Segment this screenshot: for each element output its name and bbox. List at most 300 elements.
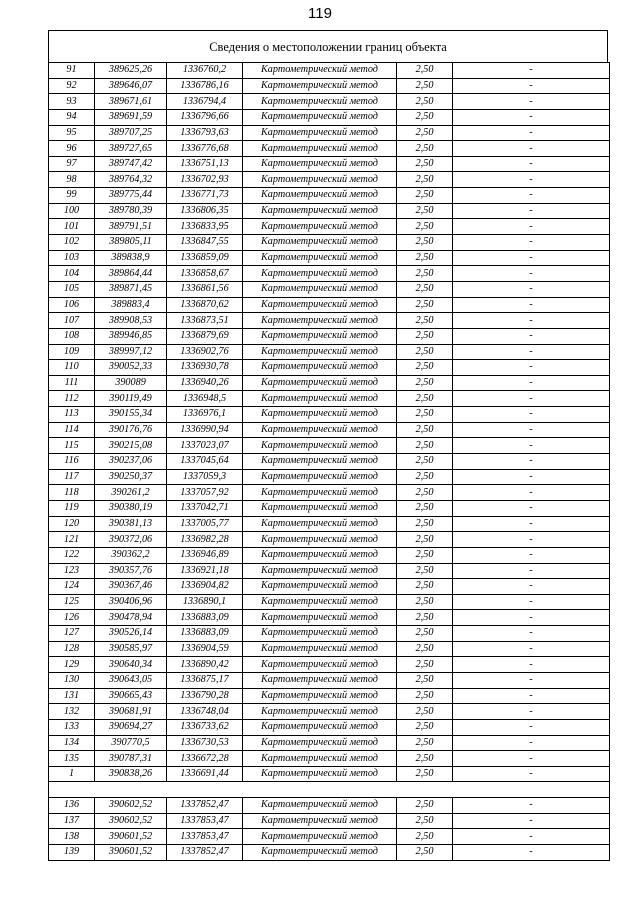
y-coordinate-cell: 1336990,94 <box>167 422 243 438</box>
table-row <box>49 532 610 548</box>
x-coordinate-cell: 390602,52 <box>95 798 167 814</box>
accuracy-cell: 2,50 <box>397 375 453 391</box>
x-coordinate-cell: 389791,51 <box>95 219 167 235</box>
point-number-cell: 136 <box>49 798 95 814</box>
y-coordinate-cell: 1336879,69 <box>167 328 243 344</box>
table-row <box>49 469 610 485</box>
description-cell: - <box>453 672 610 688</box>
y-coordinate-cell: 1337057,92 <box>167 485 243 501</box>
determination-method-cell: Картометрический метод <box>243 391 397 407</box>
determination-method-cell: Картометрический метод <box>243 313 397 329</box>
table-row <box>49 219 610 235</box>
x-coordinate-cell: 389997,12 <box>95 344 167 360</box>
point-number-cell: 114 <box>49 422 95 438</box>
accuracy-cell: 2,50 <box>397 829 453 845</box>
table-row <box>49 516 610 532</box>
determination-method-cell: Картометрический метод <box>243 735 397 751</box>
accuracy-cell: 2,50 <box>397 219 453 235</box>
point-number-cell: 135 <box>49 751 95 767</box>
x-coordinate-cell: 390155,34 <box>95 407 167 423</box>
accuracy-cell: 2,50 <box>397 203 453 219</box>
determination-method-cell: Картометрический метод <box>243 751 397 767</box>
determination-method-cell: Картометрический метод <box>243 547 397 563</box>
description-cell: - <box>453 188 610 204</box>
table-row <box>49 203 610 219</box>
table-row <box>49 235 610 251</box>
table-row <box>49 485 610 501</box>
accuracy-cell: 2,50 <box>397 657 453 673</box>
table-row <box>49 704 610 720</box>
table-row <box>49 407 610 423</box>
y-coordinate-cell: 1336760,2 <box>167 63 243 79</box>
y-coordinate-cell: 1337853,47 <box>167 813 243 829</box>
x-coordinate-cell: 389764,32 <box>95 172 167 188</box>
accuracy-cell: 2,50 <box>397 688 453 704</box>
x-coordinate-cell: 389871,45 <box>95 281 167 297</box>
y-coordinate-cell: 1336875,17 <box>167 672 243 688</box>
y-coordinate-cell: 1336672,28 <box>167 751 243 767</box>
determination-method-cell: Картометрический метод <box>243 626 397 642</box>
determination-method-cell: Картометрический метод <box>243 375 397 391</box>
determination-method-cell: Картометрический метод <box>243 235 397 251</box>
table-row <box>49 250 610 266</box>
point-number-cell: 121 <box>49 532 95 548</box>
x-coordinate-cell: 389775,44 <box>95 188 167 204</box>
table-row <box>49 672 610 688</box>
y-coordinate-cell: 1336847,55 <box>167 235 243 251</box>
determination-method-cell: Картометрический метод <box>243 845 397 861</box>
point-number-cell: 105 <box>49 281 95 297</box>
determination-method-cell: Картометрический метод <box>243 532 397 548</box>
point-number-cell: 119 <box>49 500 95 516</box>
accuracy-cell: 2,50 <box>397 188 453 204</box>
description-cell: - <box>453 829 610 845</box>
table-row <box>49 657 610 673</box>
x-coordinate-cell: 390526,14 <box>95 626 167 642</box>
determination-method-cell: Картометрический метод <box>243 469 397 485</box>
accuracy-cell: 2,50 <box>397 422 453 438</box>
x-coordinate-cell: 390215,08 <box>95 438 167 454</box>
x-coordinate-cell: 390787,31 <box>95 751 167 767</box>
point-number-cell: 97 <box>49 156 95 172</box>
y-coordinate-cell: 1336948,5 <box>167 391 243 407</box>
x-coordinate-cell: 390643,05 <box>95 672 167 688</box>
table-row <box>49 125 610 141</box>
table-row <box>49 344 610 360</box>
accuracy-cell: 2,50 <box>397 798 453 814</box>
point-number-cell: 122 <box>49 547 95 563</box>
description-cell: - <box>453 657 610 673</box>
table-title: Сведения о местоположении границ объекта <box>48 30 608 62</box>
determination-method-cell: Картометрический метод <box>243 422 397 438</box>
description-cell: - <box>453 469 610 485</box>
y-coordinate-cell: 1336793,63 <box>167 125 243 141</box>
description-cell: - <box>453 500 610 516</box>
x-coordinate-cell: 390367,46 <box>95 579 167 595</box>
x-coordinate-cell: 390406,96 <box>95 594 167 610</box>
determination-method-cell: Картометрический метод <box>243 594 397 610</box>
x-coordinate-cell: 389908,53 <box>95 313 167 329</box>
table-row <box>49 641 610 657</box>
description-cell: - <box>453 516 610 532</box>
description-cell: - <box>453 219 610 235</box>
point-number-cell: 128 <box>49 641 95 657</box>
accuracy-cell: 2,50 <box>397 626 453 642</box>
x-coordinate-cell: 390362,2 <box>95 547 167 563</box>
boundary-coordinates-table <box>48 62 610 861</box>
description-cell: - <box>453 532 610 548</box>
point-number-cell: 107 <box>49 313 95 329</box>
determination-method-cell: Картометрический метод <box>243 485 397 501</box>
accuracy-cell: 2,50 <box>397 454 453 470</box>
y-coordinate-cell: 1337045,64 <box>167 454 243 470</box>
description-cell: - <box>453 594 610 610</box>
x-coordinate-cell: 390052,33 <box>95 360 167 376</box>
y-coordinate-cell: 1336904,59 <box>167 641 243 657</box>
accuracy-cell: 2,50 <box>397 563 453 579</box>
x-coordinate-cell: 389838,9 <box>95 250 167 266</box>
table-row <box>49 719 610 735</box>
y-coordinate-cell: 1337059,3 <box>167 469 243 485</box>
description-cell: - <box>453 610 610 626</box>
y-coordinate-cell: 1337852,47 <box>167 845 243 861</box>
x-coordinate-cell: 390119,49 <box>95 391 167 407</box>
determination-method-cell: Картометрический метод <box>243 250 397 266</box>
y-coordinate-cell: 1336976,1 <box>167 407 243 423</box>
accuracy-cell: 2,50 <box>397 579 453 595</box>
description-cell: - <box>453 688 610 704</box>
point-number-cell: 125 <box>49 594 95 610</box>
determination-method-cell: Картометрический метод <box>243 407 397 423</box>
description-cell: - <box>453 266 610 282</box>
table-row <box>49 500 610 516</box>
description-cell: - <box>453 63 610 79</box>
point-number-cell: 116 <box>49 454 95 470</box>
description-cell: - <box>453 626 610 642</box>
table-row <box>49 266 610 282</box>
description-cell: - <box>453 281 610 297</box>
determination-method-cell: Картометрический метод <box>243 109 397 125</box>
point-number-cell: 104 <box>49 266 95 282</box>
y-coordinate-cell: 1336940,26 <box>167 375 243 391</box>
point-number-cell: 91 <box>49 63 95 79</box>
accuracy-cell: 2,50 <box>397 516 453 532</box>
determination-method-cell: Картометрический метод <box>243 328 397 344</box>
table-row <box>49 438 610 454</box>
y-coordinate-cell: 1336883,09 <box>167 610 243 626</box>
y-coordinate-cell: 1336733,62 <box>167 719 243 735</box>
determination-method-cell: Картометрический метод <box>243 766 397 782</box>
y-coordinate-cell: 1336883,09 <box>167 626 243 642</box>
y-coordinate-cell: 1336902,76 <box>167 344 243 360</box>
determination-method-cell: Картометрический метод <box>243 281 397 297</box>
description-cell: - <box>453 375 610 391</box>
point-number-cell: 139 <box>49 845 95 861</box>
determination-method-cell: Картометрический метод <box>243 188 397 204</box>
description-cell: - <box>453 297 610 313</box>
accuracy-cell: 2,50 <box>397 391 453 407</box>
accuracy-cell: 2,50 <box>397 751 453 767</box>
y-coordinate-cell: 1336873,51 <box>167 313 243 329</box>
determination-method-cell: Картометрический метод <box>243 500 397 516</box>
point-number-cell: 130 <box>49 672 95 688</box>
determination-method-cell: Картометрический метод <box>243 829 397 845</box>
determination-method-cell: Картометрический метод <box>243 78 397 94</box>
accuracy-cell: 2,50 <box>397 94 453 110</box>
accuracy-cell: 2,50 <box>397 766 453 782</box>
description-cell: - <box>453 422 610 438</box>
determination-method-cell: Картометрический метод <box>243 266 397 282</box>
description-cell: - <box>453 438 610 454</box>
description-cell: - <box>453 344 610 360</box>
table-row <box>49 579 610 595</box>
table-row <box>49 360 610 376</box>
accuracy-cell: 2,50 <box>397 813 453 829</box>
y-coordinate-cell: 1336796,66 <box>167 109 243 125</box>
description-cell: - <box>453 407 610 423</box>
determination-method-cell: Картометрический метод <box>243 704 397 720</box>
table-row <box>49 94 610 110</box>
x-coordinate-cell: 389883,4 <box>95 297 167 313</box>
point-number-cell: 99 <box>49 188 95 204</box>
point-number-cell: 117 <box>49 469 95 485</box>
determination-method-cell: Картометрический метод <box>243 672 397 688</box>
point-number-cell: 109 <box>49 344 95 360</box>
y-coordinate-cell: 1336833,95 <box>167 219 243 235</box>
determination-method-cell: Картометрический метод <box>243 297 397 313</box>
y-coordinate-cell: 1337042,71 <box>167 500 243 516</box>
description-cell: - <box>453 156 610 172</box>
x-coordinate-cell: 390694,27 <box>95 719 167 735</box>
description-cell: - <box>453 766 610 782</box>
x-coordinate-cell: 390372,06 <box>95 532 167 548</box>
point-number-cell: 96 <box>49 141 95 157</box>
table-row <box>49 688 610 704</box>
table-row <box>49 594 610 610</box>
determination-method-cell: Картометрический метод <box>243 203 397 219</box>
determination-method-cell: Картометрический метод <box>243 579 397 595</box>
x-coordinate-cell: 390380,19 <box>95 500 167 516</box>
point-number-cell: 100 <box>49 203 95 219</box>
accuracy-cell: 2,50 <box>397 641 453 657</box>
accuracy-cell: 2,50 <box>397 344 453 360</box>
description-cell: - <box>453 579 610 595</box>
y-coordinate-cell: 1337853,47 <box>167 829 243 845</box>
x-coordinate-cell: 390602,52 <box>95 813 167 829</box>
determination-method-cell: Картометрический метод <box>243 172 397 188</box>
x-coordinate-cell: 390237,06 <box>95 454 167 470</box>
accuracy-cell: 2,50 <box>397 235 453 251</box>
accuracy-cell: 2,50 <box>397 266 453 282</box>
accuracy-cell: 2,50 <box>397 63 453 79</box>
accuracy-cell: 2,50 <box>397 407 453 423</box>
point-number-cell: 134 <box>49 735 95 751</box>
table-row <box>49 798 610 814</box>
point-number-cell: 98 <box>49 172 95 188</box>
x-coordinate-cell: 390681,91 <box>95 704 167 720</box>
point-number-cell: 93 <box>49 94 95 110</box>
point-number-cell: 106 <box>49 297 95 313</box>
accuracy-cell: 2,50 <box>397 78 453 94</box>
point-number-cell: 108 <box>49 328 95 344</box>
description-cell: - <box>453 391 610 407</box>
y-coordinate-cell: 1336748,04 <box>167 704 243 720</box>
point-number-cell: 101 <box>49 219 95 235</box>
table-row <box>49 422 610 438</box>
accuracy-cell: 2,50 <box>397 532 453 548</box>
determination-method-cell: Картометрический метод <box>243 688 397 704</box>
x-coordinate-cell: 390770,5 <box>95 735 167 751</box>
description-cell: - <box>453 172 610 188</box>
description-cell: - <box>453 313 610 329</box>
determination-method-cell: Картометрический метод <box>243 641 397 657</box>
x-coordinate-cell: 390089 <box>95 375 167 391</box>
accuracy-cell: 2,50 <box>397 610 453 626</box>
point-number-cell: 132 <box>49 704 95 720</box>
accuracy-cell: 2,50 <box>397 547 453 563</box>
point-number-cell: 118 <box>49 485 95 501</box>
point-number-cell: 131 <box>49 688 95 704</box>
x-coordinate-cell: 390357,76 <box>95 563 167 579</box>
page-number: 119 <box>308 5 332 22</box>
description-cell: - <box>453 125 610 141</box>
determination-method-cell: Картометрический метод <box>243 719 397 735</box>
table-row <box>49 626 610 642</box>
point-number-cell: 103 <box>49 250 95 266</box>
y-coordinate-cell: 1336730,53 <box>167 735 243 751</box>
determination-method-cell: Картометрический метод <box>243 141 397 157</box>
x-coordinate-cell: 389625,26 <box>95 63 167 79</box>
accuracy-cell: 2,50 <box>397 469 453 485</box>
description-cell: - <box>453 250 610 266</box>
point-number-cell: 126 <box>49 610 95 626</box>
table-row <box>49 391 610 407</box>
determination-method-cell: Картометрический метод <box>243 360 397 376</box>
determination-method-cell: Картометрический метод <box>243 610 397 626</box>
point-number-cell: 1 <box>49 766 95 782</box>
point-number-cell: 112 <box>49 391 95 407</box>
table-row <box>49 297 610 313</box>
table-row <box>49 281 610 297</box>
table-row <box>49 78 610 94</box>
description-cell: - <box>453 813 610 829</box>
y-coordinate-cell: 1336904,82 <box>167 579 243 595</box>
table-row <box>49 328 610 344</box>
description-cell: - <box>453 235 610 251</box>
x-coordinate-cell: 390665,43 <box>95 688 167 704</box>
y-coordinate-cell: 1336890,1 <box>167 594 243 610</box>
point-number-cell: 120 <box>49 516 95 532</box>
determination-method-cell: Картометрический метод <box>243 516 397 532</box>
description-cell: - <box>453 141 610 157</box>
table-row <box>49 172 610 188</box>
accuracy-cell: 2,50 <box>397 845 453 861</box>
x-coordinate-cell: 389727,65 <box>95 141 167 157</box>
determination-method-cell: Картометрический метод <box>243 813 397 829</box>
y-coordinate-cell: 1336946,89 <box>167 547 243 563</box>
table-row <box>49 313 610 329</box>
description-cell: - <box>453 485 610 501</box>
accuracy-cell: 2,50 <box>397 125 453 141</box>
table-row <box>49 547 610 563</box>
determination-method-cell: Картометрический метод <box>243 657 397 673</box>
table-row <box>49 375 610 391</box>
description-cell: - <box>453 547 610 563</box>
y-coordinate-cell: 1337852,47 <box>167 798 243 814</box>
x-coordinate-cell: 389707,25 <box>95 125 167 141</box>
x-coordinate-cell: 389691,59 <box>95 109 167 125</box>
accuracy-cell: 2,50 <box>397 360 453 376</box>
description-cell: - <box>453 78 610 94</box>
x-coordinate-cell: 389747,42 <box>95 156 167 172</box>
y-coordinate-cell: 1336806,35 <box>167 203 243 219</box>
description-cell: - <box>453 328 610 344</box>
determination-method-cell: Картометрический метод <box>243 438 397 454</box>
table-row <box>49 829 610 845</box>
point-number-cell: 110 <box>49 360 95 376</box>
y-coordinate-cell: 1336751,13 <box>167 156 243 172</box>
point-number-cell: 124 <box>49 579 95 595</box>
x-coordinate-cell: 390585,97 <box>95 641 167 657</box>
point-number-cell: 102 <box>49 235 95 251</box>
table-row <box>49 610 610 626</box>
y-coordinate-cell: 1336890,42 <box>167 657 243 673</box>
description-cell: - <box>453 704 610 720</box>
y-coordinate-cell: 1336859,09 <box>167 250 243 266</box>
x-coordinate-cell: 390601,52 <box>95 829 167 845</box>
y-coordinate-cell: 1336930,78 <box>167 360 243 376</box>
x-coordinate-cell: 390176,76 <box>95 422 167 438</box>
y-coordinate-cell: 1336790,28 <box>167 688 243 704</box>
table-row <box>49 845 610 861</box>
point-number-cell: 92 <box>49 78 95 94</box>
determination-method-cell: Картометрический метод <box>243 94 397 110</box>
y-coordinate-cell: 1336786,16 <box>167 78 243 94</box>
description-cell: - <box>453 798 610 814</box>
accuracy-cell: 2,50 <box>397 109 453 125</box>
description-cell: - <box>453 735 610 751</box>
point-number-cell: 129 <box>49 657 95 673</box>
accuracy-cell: 2,50 <box>397 297 453 313</box>
description-cell: - <box>453 203 610 219</box>
x-coordinate-cell: 389646,07 <box>95 78 167 94</box>
determination-method-cell: Картометрический метод <box>243 125 397 141</box>
determination-method-cell: Картометрический метод <box>243 219 397 235</box>
accuracy-cell: 2,50 <box>397 250 453 266</box>
x-coordinate-cell: 389864,44 <box>95 266 167 282</box>
description-cell: - <box>453 845 610 861</box>
table-row <box>49 141 610 157</box>
accuracy-cell: 2,50 <box>397 485 453 501</box>
x-coordinate-cell: 389671,61 <box>95 94 167 110</box>
accuracy-cell: 2,50 <box>397 735 453 751</box>
table-row <box>49 735 610 751</box>
y-coordinate-cell: 1336858,67 <box>167 266 243 282</box>
x-coordinate-cell: 390261,2 <box>95 485 167 501</box>
y-coordinate-cell: 1336921,18 <box>167 563 243 579</box>
accuracy-cell: 2,50 <box>397 500 453 516</box>
y-coordinate-cell: 1336702,93 <box>167 172 243 188</box>
section-separator-row <box>49 782 610 798</box>
determination-method-cell: Картометрический метод <box>243 798 397 814</box>
point-number-cell: 95 <box>49 125 95 141</box>
table-row <box>49 766 610 782</box>
point-number-cell: 115 <box>49 438 95 454</box>
x-coordinate-cell: 390640,34 <box>95 657 167 673</box>
x-coordinate-cell: 389780,39 <box>95 203 167 219</box>
determination-method-cell: Картометрический метод <box>243 563 397 579</box>
accuracy-cell: 2,50 <box>397 438 453 454</box>
